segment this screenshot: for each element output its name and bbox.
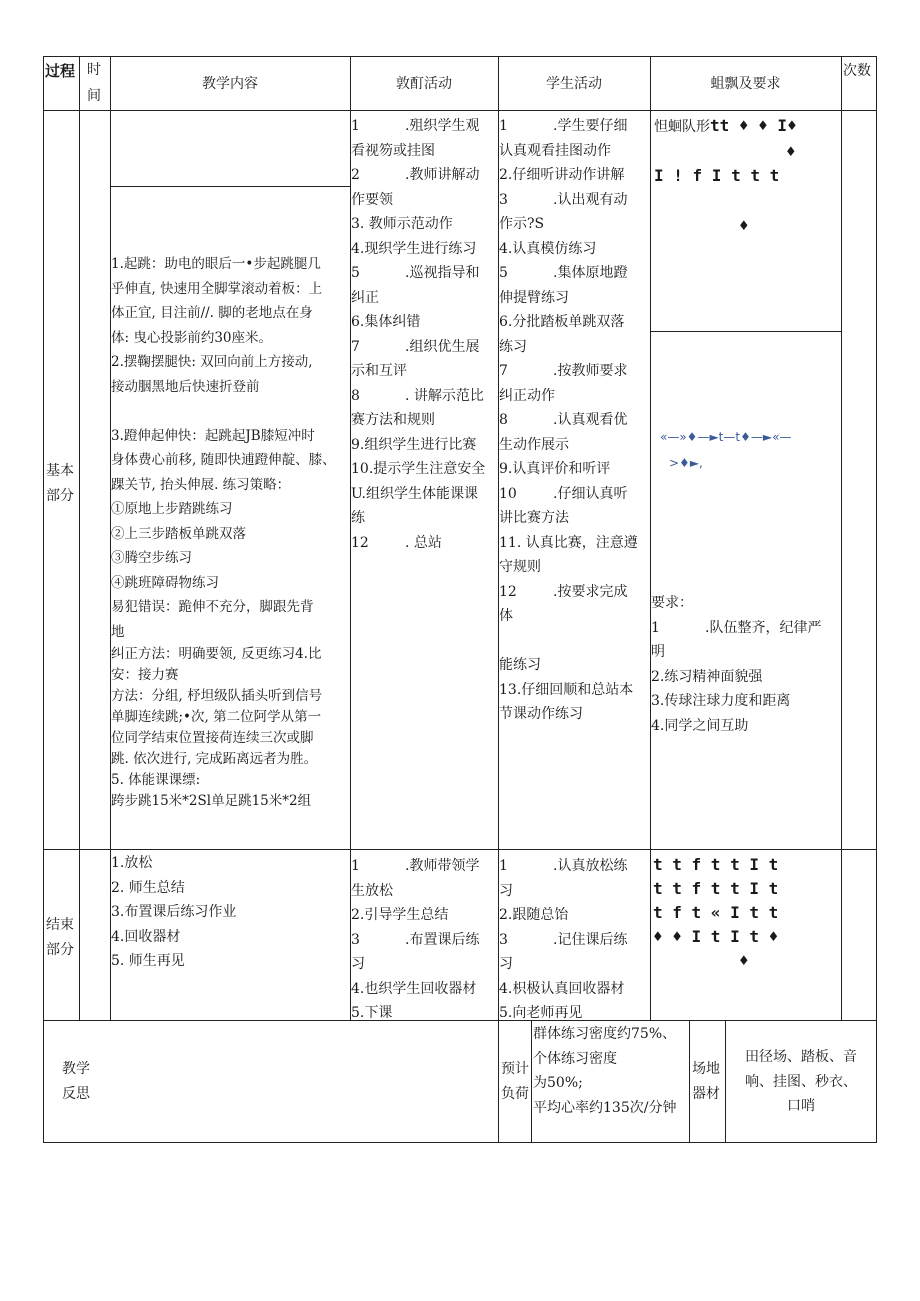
org-mid-row1: «—»♦—►t—t♦—►«—	[660, 430, 792, 444]
list-text: . 讲解示范比	[405, 387, 484, 404]
list-line	[351, 163, 497, 188]
list-line	[351, 531, 497, 556]
list-text: 生放松	[351, 882, 393, 899]
list-text: 2.仔细听讲动作讲解	[499, 167, 625, 183]
list-line	[651, 640, 840, 665]
content-line: 5. 体能课课缥:	[111, 772, 201, 788]
list-line	[499, 629, 649, 654]
list-text: U.组织学生体能课课	[351, 485, 478, 502]
list-line	[351, 457, 497, 482]
list-line	[351, 114, 497, 139]
org-top-row2: ♦	[786, 141, 796, 161]
content-line: 身体费心前移, 随即快逋蹬伸靛、膝、	[111, 452, 336, 468]
end-label-b: 部分	[46, 942, 74, 958]
end-org-row: ♦ ♦ I t I t ♦	[653, 927, 779, 946]
list-number: 3	[351, 931, 360, 948]
list-text: 练习	[499, 338, 527, 355]
content-line: 3.蹬伸起伸快：起跳起JB膝短冲时	[111, 427, 315, 444]
list-text: .巡视指导和	[405, 265, 480, 281]
load-line: 为50%;	[533, 1075, 583, 1091]
list-text: 4.认真模仿练习	[499, 240, 597, 257]
load-line: 个体练习密度	[533, 1050, 617, 1067]
list-text: 6.分批踏板单跳双落	[499, 314, 625, 330]
list-line	[499, 555, 649, 580]
venue-line: 响、挂图、秒衣、	[745, 1073, 857, 1090]
list-text: .记住课后练	[553, 931, 628, 948]
content-line: ①原地上步踏跳练习	[111, 501, 233, 517]
content-line: 2.摆鞠摆腿快: 双回向前上方接动,	[111, 354, 313, 370]
col-line-org	[841, 56, 842, 1020]
list-line	[499, 433, 649, 458]
load-label-a: 预计	[501, 1061, 529, 1077]
list-text: .队伍整齐，纪律严	[705, 619, 822, 636]
basic-student	[499, 114, 649, 727]
venue-line: 口哨	[787, 1098, 815, 1114]
list-line	[351, 433, 497, 458]
list-line	[499, 335, 649, 360]
list-text: .殂织学生观	[405, 118, 480, 134]
list-text: 4.现织学生进行练习	[351, 240, 477, 257]
table-border-bottom	[43, 1142, 876, 1143]
list-line	[351, 310, 497, 335]
list-number: 1	[351, 118, 360, 134]
list-number: 12	[499, 583, 517, 600]
list-line	[351, 928, 497, 953]
list-line	[499, 237, 649, 262]
list-line	[499, 854, 649, 879]
list-line	[351, 286, 497, 311]
list-line	[499, 506, 649, 531]
list-text: 习	[351, 956, 365, 972]
content-line: 体正宜, 目注前//. 脚的老地点在身	[111, 305, 313, 321]
end-student	[499, 854, 649, 1026]
list-line	[499, 286, 649, 311]
list-text: .教师讲解动	[405, 167, 480, 183]
header-org: 蛆飘及要求	[710, 76, 781, 92]
list-text: .认真放松练	[553, 858, 628, 874]
org-top-row1: tt ♦ ♦ I♦	[710, 116, 797, 135]
list-number: 7	[351, 338, 360, 355]
list-line	[351, 188, 497, 213]
list-text: 守规则	[499, 559, 541, 575]
list-line	[351, 977, 497, 1002]
list-text: 能练习	[499, 657, 541, 673]
list-line	[499, 139, 649, 164]
table-border-left	[43, 56, 44, 1143]
basic-bottom-line	[43, 849, 876, 850]
list-number: 1	[651, 619, 660, 636]
list-text: .集体原地蹬	[553, 265, 628, 281]
list-line	[351, 408, 497, 433]
list-line	[499, 879, 649, 904]
list-text: 明	[651, 644, 665, 660]
col-line-venue-label	[725, 1020, 726, 1142]
list-text: 13.仔细回顺和总站本	[499, 681, 634, 698]
list-text: 伸提臂练习	[499, 289, 569, 306]
content-line: 位同学结束位置接荷连续三次或脚	[111, 730, 314, 746]
basic-teacher	[351, 114, 497, 555]
list-line	[499, 482, 649, 507]
list-text: 认真观看挂图动作	[499, 142, 611, 159]
org-top-title: 怛蛔队形	[654, 119, 710, 135]
list-text: .按教师要求	[553, 363, 628, 379]
col-line-process	[79, 56, 80, 1020]
list-line	[499, 928, 649, 953]
list-text: .认真观看优	[553, 412, 628, 428]
list-number: 3	[499, 191, 508, 208]
list-number: 1	[499, 118, 508, 134]
list-line	[651, 665, 840, 690]
list-text: 作要领	[351, 191, 393, 208]
org-top	[654, 114, 840, 238]
list-line	[499, 977, 649, 1002]
list-text: 要求：	[651, 595, 693, 611]
venue-values	[727, 1045, 875, 1119]
content-line: ④跳班障碍物练习	[111, 574, 219, 591]
list-text: 9.组织学生进行比赛	[351, 436, 477, 453]
list-text: 10.提示学生注意安全	[351, 461, 486, 477]
list-line	[499, 678, 649, 703]
list-line	[499, 188, 649, 213]
list-line	[499, 457, 649, 482]
list-line	[499, 952, 649, 977]
list-line	[351, 879, 497, 904]
list-text: 习	[499, 882, 513, 899]
end-content-line: 1.放松	[111, 855, 153, 871]
reflection-label-b: 反思	[62, 1086, 90, 1102]
list-line	[499, 531, 649, 556]
list-line	[651, 714, 840, 739]
load-line: 平均心率约135次/分钟	[533, 1099, 677, 1116]
content-line: 地	[111, 623, 125, 640]
table-border-right	[876, 56, 877, 1143]
venue-label-b: 器材	[692, 1086, 720, 1102]
end-org	[653, 853, 839, 973]
list-text: 11. 认真比赛，注意遵	[499, 534, 638, 551]
load-line: 群体练习密度约75%、	[533, 1026, 677, 1042]
venue-label-a: 场地	[692, 1061, 720, 1077]
content-line: ③腾空步练习	[111, 550, 192, 566]
list-line	[351, 212, 497, 237]
list-line	[651, 591, 840, 616]
content-line: 乎伸直, 快速用全脚掌滚动着板：上	[111, 280, 323, 297]
list-line	[499, 384, 649, 409]
content-line	[111, 399, 349, 424]
content-line: 单脚连续跳;•次, 第二位阿学从第一	[111, 709, 322, 725]
org-top-row3: I ! f I t t t	[654, 165, 780, 185]
list-line	[651, 689, 840, 714]
list-text: 讲比赛方法	[499, 510, 569, 526]
list-text: 3. 教师示范动作	[351, 216, 453, 232]
list-text: 2.练习精神面貌强	[651, 668, 763, 685]
list-text: 节课动作练习	[499, 706, 583, 722]
col-line-student	[650, 56, 651, 1020]
list-number: 1	[351, 858, 360, 874]
list-number: 8	[351, 387, 360, 404]
list-line	[499, 903, 649, 928]
list-line	[499, 261, 649, 286]
end-label-a: 结束	[46, 917, 74, 933]
list-line	[351, 237, 497, 262]
list-text: .认出观有动	[553, 191, 628, 208]
venue-line: 田径场、踏板、音	[745, 1049, 857, 1065]
header-time-a: 时	[87, 62, 101, 78]
list-line	[499, 310, 649, 335]
list-text: 5.下课	[351, 1005, 393, 1021]
end-content-line: 2. 师生总结	[111, 879, 185, 896]
list-text: 习	[499, 956, 513, 972]
header-count: 次数	[843, 63, 871, 79]
list-number: 5	[351, 265, 360, 281]
list-number: 5	[499, 265, 508, 281]
header-time-b: 间	[87, 88, 101, 104]
list-line	[499, 653, 649, 678]
col-line-load-label	[531, 1020, 532, 1142]
list-number: 1	[499, 858, 508, 874]
basic-label-a: 基本	[46, 463, 74, 479]
list-line	[351, 903, 497, 928]
list-text: 3.传球注球力度和距离	[651, 693, 791, 709]
list-line	[499, 604, 649, 629]
list-text: 作示?S	[499, 216, 545, 232]
list-line	[499, 212, 649, 237]
list-number: 3	[499, 931, 508, 948]
end-content	[111, 851, 349, 974]
list-line	[499, 114, 649, 139]
content-line: 体: 曳心投影前约30座米。	[111, 329, 273, 346]
list-line	[499, 163, 649, 188]
list-line	[351, 506, 497, 531]
list-line	[499, 359, 649, 384]
header-process: 过程	[45, 62, 76, 80]
list-text: .教师带领学	[405, 858, 480, 874]
list-text: 练	[351, 510, 365, 526]
list-text: 纠正动作	[499, 387, 555, 404]
list-line	[499, 580, 649, 605]
basic-label-b: 部分	[46, 488, 74, 504]
content-line: 跨步跳15米*2Sl单足跳15米*2组	[111, 793, 312, 809]
list-text: 6.集体纠错	[351, 314, 421, 330]
end-teacher	[351, 854, 497, 1026]
header-teacher: 敦酊活动	[396, 76, 452, 92]
list-line	[351, 1001, 497, 1026]
list-number: 2	[351, 167, 360, 183]
end-org-row: t t f t t I t	[653, 879, 779, 898]
list-text: .按要求完成	[553, 583, 628, 600]
content-line: 安：接力赛	[111, 667, 179, 683]
org-mid-row2: >♦►,	[669, 456, 703, 470]
list-line	[351, 854, 497, 879]
list-text: 4.也织学生回收器材	[351, 980, 477, 997]
list-line	[351, 335, 497, 360]
list-text: . 总站	[405, 534, 442, 551]
load-values	[533, 1022, 689, 1120]
list-line	[351, 139, 497, 164]
list-number: 10	[499, 485, 517, 502]
header-bottom-line	[43, 110, 876, 111]
list-text: 4.枳极认真回收器材	[499, 980, 625, 997]
list-line	[499, 702, 649, 727]
basic-content	[111, 252, 349, 812]
list-text: 2.引导学生总结	[351, 907, 449, 923]
list-text: 4.同学之间互助	[651, 717, 749, 734]
list-text: 9.认真评价和听评	[499, 461, 611, 477]
content-line: 跳. 依次进行, 完成跖离远者为胜。	[111, 751, 318, 767]
end-content-line: 5. 师生再见	[111, 953, 185, 969]
content-line: 1.起跳：助电的眼后一•步起跳腿几	[111, 256, 321, 272]
list-text: 生动作展示	[499, 436, 569, 453]
list-text: .学生要仔细	[553, 118, 628, 134]
col-line-load-value	[689, 1020, 690, 1142]
list-line	[351, 359, 497, 384]
list-line	[351, 384, 497, 409]
list-text: 看视笏或挂图	[351, 142, 435, 159]
end-org-row: ♦	[739, 951, 749, 970]
list-text: 纠正	[351, 289, 379, 306]
content-line: 易犯错误：跪伸不充分，脚跟先背	[111, 599, 314, 615]
table-border-top	[43, 56, 876, 57]
load-label-b: 负荷	[501, 1086, 529, 1102]
list-number: 7	[499, 363, 508, 379]
list-number: 12	[351, 534, 369, 551]
list-line	[351, 952, 497, 977]
list-number: 8	[499, 412, 508, 428]
list-text: 体	[499, 608, 513, 624]
end-content-line: 4.回收器材	[111, 928, 181, 945]
list-text: 赛方法和规则	[351, 412, 435, 428]
content-split-line	[110, 186, 350, 187]
content-line: 接动胭黑地后快速折登前	[111, 378, 260, 395]
basic-requirements	[651, 591, 840, 738]
list-line	[351, 261, 497, 286]
list-text: 2.跟随总饴	[499, 907, 569, 923]
list-text: 5.向老师再见	[499, 1005, 583, 1021]
content-line: ②上三步踏板单跳双落	[111, 525, 246, 542]
list-text: .组织优生展	[405, 338, 480, 355]
end-content-line: 3.布置课后练习作业	[111, 904, 237, 920]
header-student: 学生活动	[546, 76, 602, 92]
list-line	[351, 482, 497, 507]
org-split-line	[650, 331, 841, 332]
list-text: 示和互评	[351, 363, 407, 379]
list-text: .仔细认真听	[553, 485, 628, 502]
list-line	[499, 408, 649, 433]
list-line	[651, 616, 840, 641]
content-line: 方法：分组, 杼坦级队插头听到信号	[111, 688, 323, 704]
org-top-row4: ♦	[739, 215, 749, 235]
end-org-row: t f t « I t t	[653, 903, 779, 922]
content-line: 纠正方法：明确要领, 反更练习4.比	[111, 646, 322, 662]
header-content: 教学内容	[202, 76, 258, 92]
list-text: .布置课后练	[405, 931, 480, 948]
reflection-label-a: 教学	[62, 1061, 90, 1077]
content-line: 踝关节, 抬头伸展. 练习策略：	[111, 476, 291, 493]
end-org-row: t t f t t I t	[653, 855, 779, 874]
